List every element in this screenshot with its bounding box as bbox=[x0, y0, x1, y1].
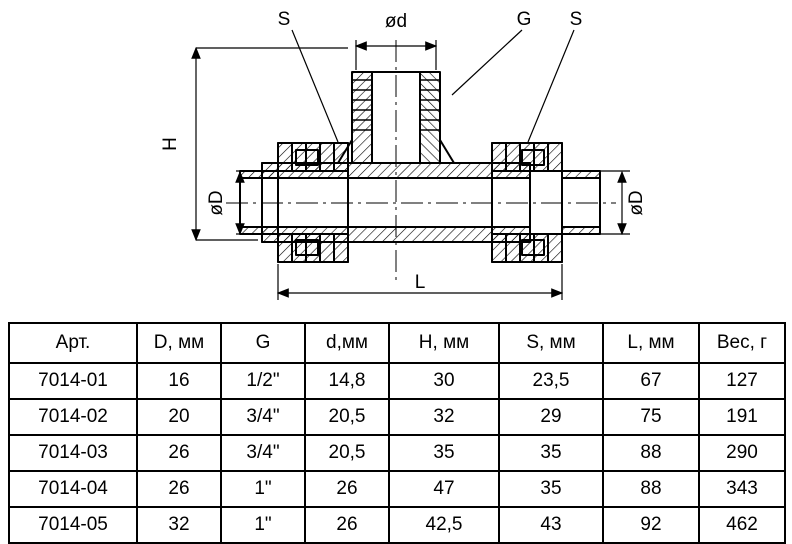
cell-l: 75 bbox=[603, 399, 699, 435]
cell-l: 88 bbox=[603, 471, 699, 507]
cell-d: 32 bbox=[137, 507, 221, 543]
cell-h: 35 bbox=[389, 435, 499, 471]
cell-g: 1/2" bbox=[221, 363, 305, 399]
column-header-l: L, мм bbox=[603, 323, 699, 363]
cell-art: 7014-05 bbox=[9, 507, 137, 543]
column-header-weight: Вес, г bbox=[699, 323, 785, 363]
column-header-art: Арт. bbox=[9, 323, 137, 363]
cell-g: 1" bbox=[221, 507, 305, 543]
cell-art: 7014-02 bbox=[9, 399, 137, 435]
cell-h: 47 bbox=[389, 471, 499, 507]
cell-weight: 290 bbox=[699, 435, 785, 471]
cell-d: 16 bbox=[137, 363, 221, 399]
cell-art: 7014-01 bbox=[9, 363, 137, 399]
cell-small-d: 20,5 bbox=[305, 435, 389, 471]
cell-s: 43 bbox=[499, 507, 603, 543]
cell-small-d: 14,8 bbox=[305, 363, 389, 399]
cell-h: 30 bbox=[389, 363, 499, 399]
label-h: H bbox=[160, 137, 181, 151]
label-s-left: S bbox=[277, 9, 291, 30]
cell-small-d: 20,5 bbox=[305, 399, 389, 435]
table-header-row bbox=[9, 323, 785, 363]
label-phi-D-left: øD bbox=[206, 190, 227, 216]
table-row bbox=[9, 507, 785, 543]
cell-d: 20 bbox=[137, 399, 221, 435]
cell-art: 7014-04 bbox=[9, 471, 137, 507]
cell-g: 3/4" bbox=[221, 399, 305, 435]
specification-table bbox=[8, 322, 786, 544]
cell-d: 26 bbox=[137, 471, 221, 507]
cell-h: 32 bbox=[389, 399, 499, 435]
table-row bbox=[9, 363, 785, 399]
cell-g: 3/4" bbox=[221, 435, 305, 471]
cell-d: 26 bbox=[137, 435, 221, 471]
table-row bbox=[9, 435, 785, 471]
cell-s: 23,5 bbox=[499, 363, 603, 399]
column-header-s: S, мм bbox=[499, 323, 603, 363]
cell-l: 88 bbox=[603, 435, 699, 471]
cell-weight: 191 bbox=[699, 399, 785, 435]
label-l: L bbox=[414, 272, 426, 293]
label-g: G bbox=[516, 9, 532, 30]
table-row bbox=[9, 471, 785, 507]
column-header-d: D, мм bbox=[137, 323, 221, 363]
cell-art: 7014-03 bbox=[9, 435, 137, 471]
column-header-g: G bbox=[221, 323, 305, 363]
cell-s: 29 bbox=[499, 399, 603, 435]
cell-weight: 127 bbox=[699, 363, 785, 399]
label-phi-D-right: øD bbox=[626, 190, 647, 216]
cell-s: 35 bbox=[499, 435, 603, 471]
column-header-h: H, мм bbox=[389, 323, 499, 363]
cell-small-d: 26 bbox=[305, 471, 389, 507]
cell-l: 92 bbox=[603, 507, 699, 543]
table-row bbox=[9, 399, 785, 435]
cell-s: 35 bbox=[499, 471, 603, 507]
cell-h: 42,5 bbox=[389, 507, 499, 543]
label-s-right: S bbox=[569, 9, 583, 30]
cell-weight: 343 bbox=[699, 471, 785, 507]
cell-g: 1" bbox=[221, 471, 305, 507]
cell-small-d: 26 bbox=[305, 507, 389, 543]
cell-l: 67 bbox=[603, 363, 699, 399]
column-header-small-d: d,мм bbox=[305, 323, 389, 363]
label-phi-d: ød bbox=[384, 11, 408, 32]
cell-weight: 462 bbox=[699, 507, 785, 543]
